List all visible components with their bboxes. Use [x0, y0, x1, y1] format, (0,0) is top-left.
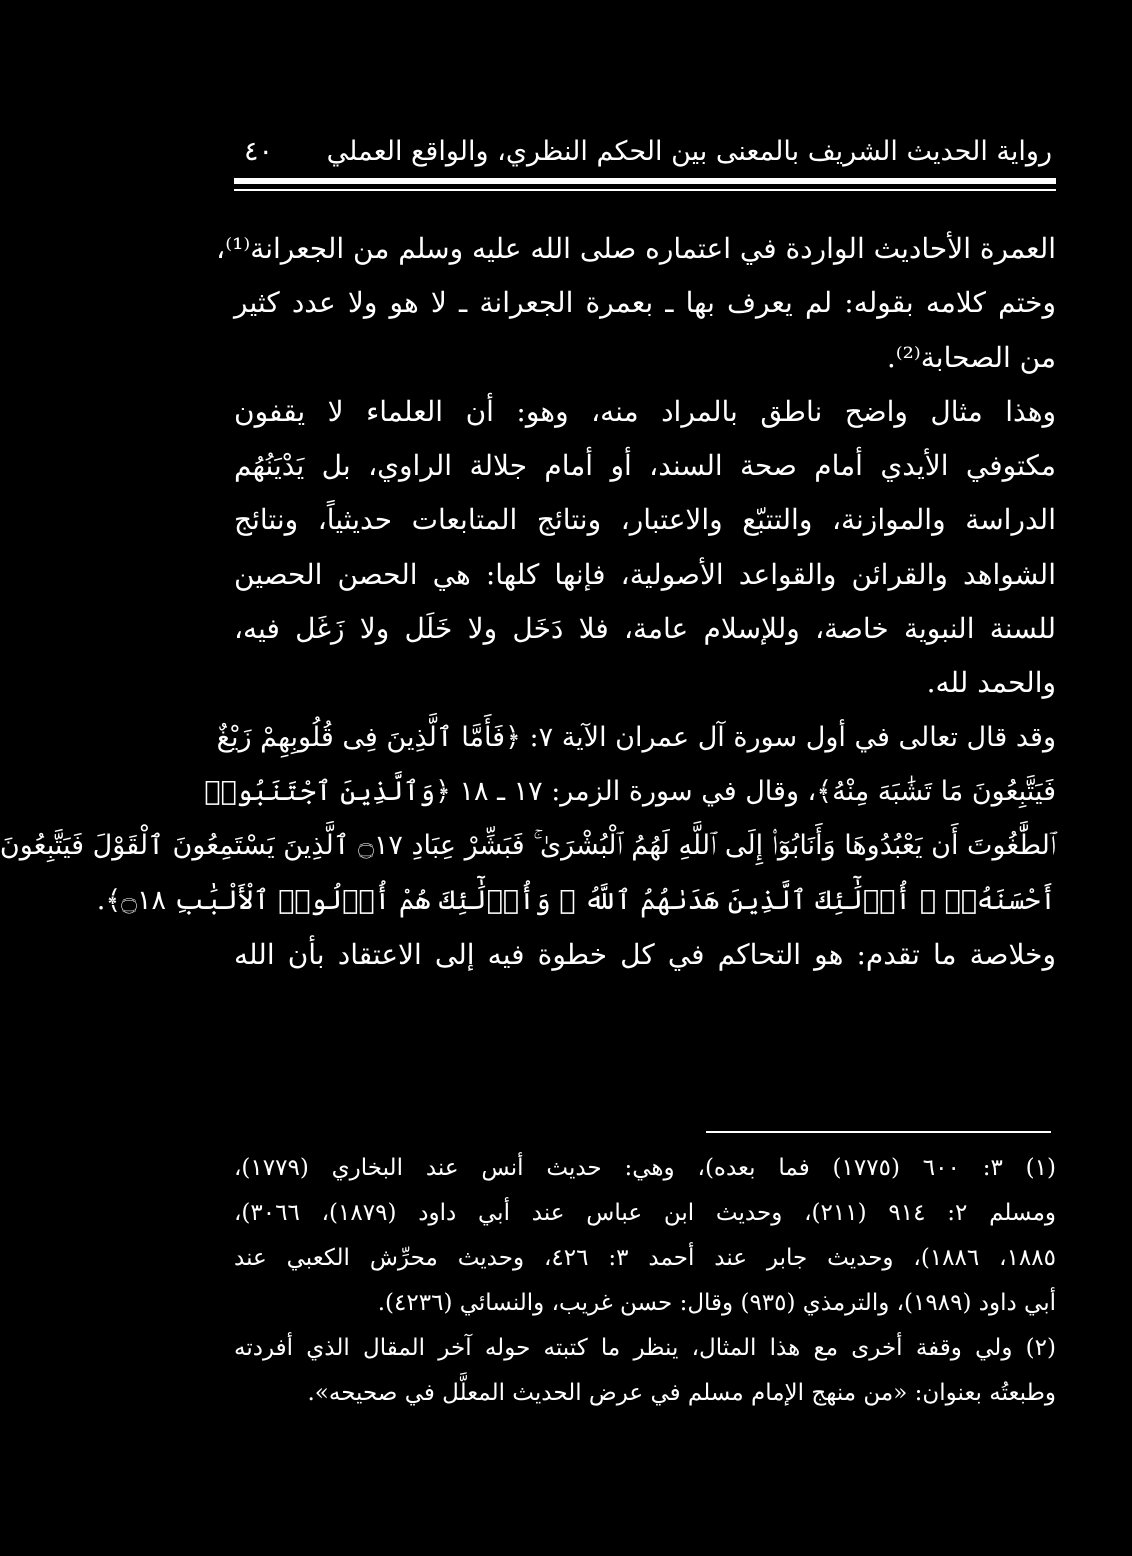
text-line: والحمد لله. [926, 666, 1056, 700]
page-number: ٤٠ [244, 136, 274, 167]
footnotes [234, 1146, 1056, 1416]
text-line: من الصحابة⁽²⁾. [886, 340, 1056, 374]
footnote-separator [706, 1131, 1051, 1133]
page-header [240, 132, 1052, 172]
quran-verse-line: أَحْسَنَهُۥٓ ۚ أُو۟لَٰٓئِكَ ٱلَّذِينَ هَدَىٰهُمُ ٱللَّهُ ۖ وَأُو۟لَٰٓئِكَ هُمْ أُو۟لُوا۟ ٱلْأَلْبَٰبِ ۝١٨﴾. [96, 884, 1056, 916]
text-line: مكتوفي الأيدي أمام صحة السند، أو أمام جلالة الراوي، بل يَدْيَنُهُم [234, 449, 1056, 483]
main-text [0, 222, 1056, 982]
footnote-line: وطبعتُه بعنوان: «من منهج الإمام مسلم في عرض الحديث المعلَّل في صحيحه». [307, 1380, 1056, 1406]
footnote-line: (١) ٣: ٦٠٠ (١٧٧٥) فما بعده)، وهي: حديث أنس عند البخاري (١٧٧٩)، [234, 1155, 1057, 1181]
header-rule-thin [234, 189, 1056, 191]
footnote-line: (٢) ولي وقفة أخرى مع هذا المثال، ينظر ما كتبته حوله آخر المقال الذي أفردته [234, 1335, 1056, 1361]
text-line: الدراسة والموازنة، والتتبّع والاعتبار، ونتائج المتابعات حديثياً، ونتائج [234, 503, 1056, 537]
footnote-line: ومسلم ٢: ٩١٤ (٢١١)، وحديث ابن عباس عند أبي داود (١٨٧٩)، ٣٠٦٦)، [234, 1200, 1056, 1226]
footnote-line: ١٨٨٥، ١٨٨٦)، وحديث جابر عند أحمد ٣: ٤٢٦، وحديث محرِّش الكعبي عند [234, 1245, 1056, 1271]
quran-verse-line: ٱلطَّٰغُوتَ أَن يَعْبُدُوهَا وَأَنَابُوٓا۟ إِلَى ٱللَّهِ لَهُمُ ٱلْبُشْرَىٰ ۚ فَبَشِّرْ عِبَادِ ۝١٧ ٱلَّذِينَ يَسْتَمِعُونَ ٱلْقَوْلَ فَيَتَّبِعُونَ [0, 830, 1056, 862]
text-line: وخلاصة ما تقدم: هو التحاكم في كل خطوة فيه إلى الاعتقاد بأن الله [234, 937, 1056, 971]
running-title: رواية الحديث الشريف بالمعنى بين الحكم النظري، والواقع العملي [326, 136, 1052, 167]
text-line: العمرة الأحاديث الواردة في اعتماره صلى الله عليه وسلم من الجعرانة⁽¹⁾، [216, 232, 1056, 265]
text-line: وهذا مثال واضح ناطق بالمراد منه، وهو: أن العلماء لا يقفون [234, 394, 1056, 428]
quran-verse-line: وقد قال تعالى في أول سورة آل عمران الآية ٧: ﴿فَأَمَّا ٱلَّذِينَ فِى قُلُوبِهِمْ زَيْغٌ [216, 721, 1056, 753]
header-rule-thick [234, 178, 1056, 184]
footnote-line: أبي داود (١٩٨٩)، والترمذي (٩٣٥) وقال: حسن غريب، والنسائي (٤٢٣٦). [377, 1290, 1056, 1316]
text-line: الشواهد والقرائن والقواعد الأصولية، فإنها كلها: هي الحصن الحصين [234, 557, 1056, 591]
text-line: للسنة النبوية خاصة، وللإسلام عامة، فلا دَخَل ولا خَلَل ولا زَغَل فيه، [234, 612, 1056, 646]
quran-verse-line: فَيَتَّبِعُونَ مَا تَشَٰبَهَ مِنْهُ﴾، وقال في سورة الزمر: ١٧ ـ ١٨ ﴿وَٱلَّذِينَ ٱجْتَنَبُوا۟ [204, 775, 1056, 807]
text-line: وختم كلامه بقوله: لم يعرف بها ـ بعمرة الجعرانة ـ لا هو ولا عدد كثير [234, 286, 1056, 320]
